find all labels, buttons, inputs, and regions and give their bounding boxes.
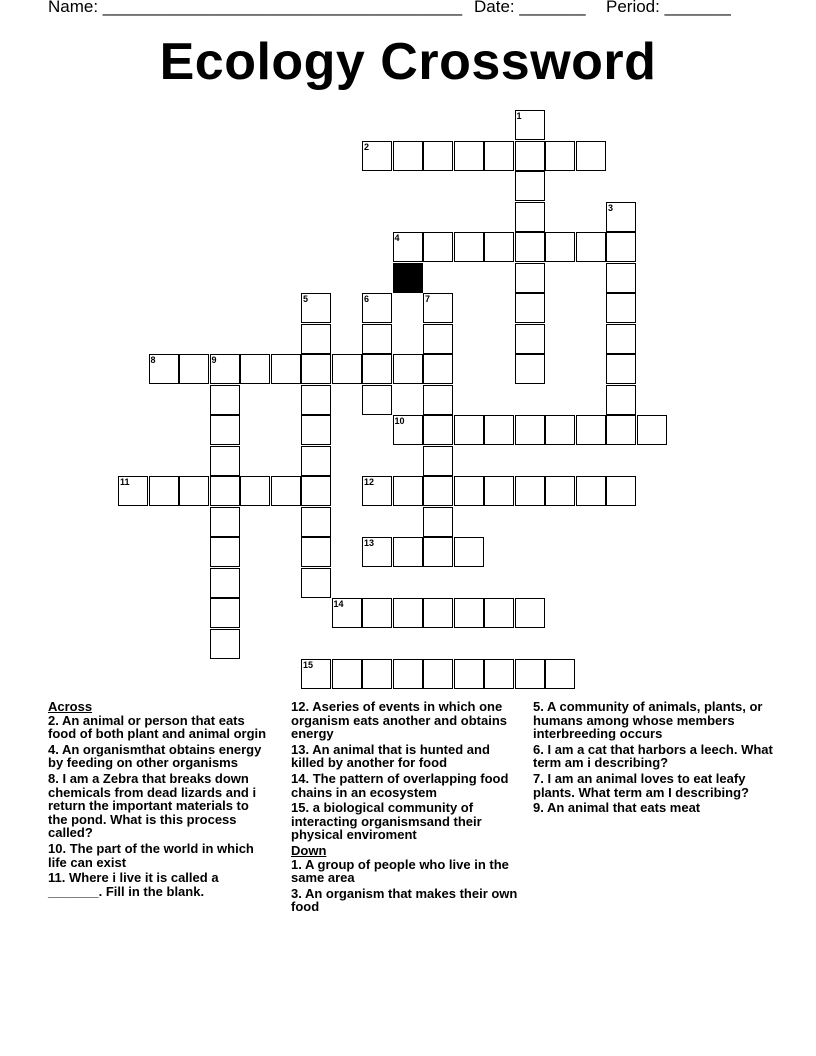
grid-cell[interactable] (515, 476, 545, 506)
grid-cell[interactable] (637, 415, 667, 445)
date-field[interactable]: Date: _______ (474, 0, 586, 16)
grid-cell[interactable] (393, 415, 423, 445)
grid-cell[interactable] (362, 659, 392, 689)
grid-cell[interactable] (484, 598, 514, 628)
grid-cell[interactable] (576, 415, 606, 445)
grid-cell[interactable] (423, 507, 453, 537)
grid-cell[interactable] (454, 415, 484, 445)
clue-number-label: 12. (291, 699, 310, 714)
clue-text: a biological community of interacting organismsand their physical enviroment (291, 800, 482, 843)
grid-cell[interactable] (423, 415, 453, 445)
clue-item (533, 801, 773, 815)
clue-item (48, 871, 268, 898)
clue-text: Aseries of events in which one organism eats another and obtains energy (291, 699, 507, 742)
grid-cell[interactable] (484, 659, 514, 689)
grid-cell[interactable] (210, 507, 240, 537)
grid-cell[interactable] (515, 232, 545, 262)
clue-number-label: 6. (533, 741, 544, 757)
grid-cell[interactable] (545, 476, 575, 506)
grid-cell[interactable] (210, 568, 240, 598)
clue-number: 2 (364, 141, 370, 152)
clue-text: Where i live it is called a _______. Fill in the blank. (48, 870, 219, 899)
grid-cell[interactable] (149, 476, 179, 506)
clue-number-label: 1. (291, 856, 302, 872)
grid-cell[interactable] (515, 141, 545, 171)
grid-cell[interactable] (576, 232, 606, 262)
clue-number-label: 7. (533, 770, 544, 786)
grid-cell[interactable] (515, 354, 545, 384)
clue-item (48, 842, 268, 869)
grid-cell[interactable] (423, 232, 453, 262)
grid-cell[interactable] (362, 598, 392, 628)
clue-number: 6 (364, 294, 370, 304)
clue-number-label: 5. (533, 699, 544, 714)
grid-cell[interactable] (240, 476, 270, 506)
clue-number-label: 9. (533, 800, 544, 816)
clue-number: 14 (333, 599, 344, 609)
clue-item (291, 858, 523, 885)
grid-cell[interactable] (179, 354, 209, 384)
clue-item (291, 801, 523, 842)
grid-cell[interactable] (515, 324, 545, 354)
black-cell (393, 263, 423, 293)
clue-item (48, 772, 268, 840)
grid-cell[interactable] (515, 202, 545, 232)
grid-cell[interactable] (362, 141, 392, 171)
grid-cell[interactable] (362, 324, 392, 354)
clue-number: 3 (608, 202, 614, 213)
clue-number-label: 13. (291, 741, 310, 757)
grid-cell[interactable] (423, 141, 453, 171)
clue-number: 11 (120, 477, 130, 487)
grid-cell[interactable] (606, 476, 636, 506)
clue-item (291, 700, 523, 741)
grid-cell[interactable] (515, 415, 545, 445)
clue-number: 7 (425, 294, 431, 304)
grid-cell[interactable] (545, 415, 575, 445)
across-heading: Across (48, 699, 93, 714)
grid-cell[interactable] (423, 324, 453, 354)
grid-cell[interactable] (301, 415, 331, 445)
grid-cell[interactable] (515, 659, 545, 689)
clue-text: An organism that makes their own food (291, 885, 518, 915)
grid-cell[interactable] (454, 537, 484, 567)
grid-cell[interactable] (179, 476, 209, 506)
clue-number-label: 14. (291, 770, 310, 786)
grid-cell[interactable] (362, 293, 392, 323)
clue-item (291, 743, 523, 770)
grid-cell[interactable] (301, 507, 331, 537)
grid-cell[interactable] (393, 141, 423, 171)
grid-cell[interactable] (423, 659, 453, 689)
clue-number-label: 10. (48, 840, 67, 856)
clues-column-3 (533, 700, 773, 817)
grid-cell[interactable] (515, 263, 545, 293)
grid-cell[interactable] (606, 324, 636, 354)
clue-item (533, 700, 773, 741)
grid-cell[interactable] (210, 598, 240, 628)
clue-number-label: 4. (48, 741, 59, 757)
grid-cell[interactable] (606, 415, 636, 445)
grid-cell[interactable] (362, 385, 392, 415)
clues-column-1 (48, 700, 268, 900)
grid-cell[interactable] (606, 232, 636, 262)
grid-cell[interactable] (423, 385, 453, 415)
grid-cell[interactable] (301, 324, 331, 354)
clue-text: I am a Zebra that breaks down chemicals from dead lizards and i return the important materials to the pond. What is this process called? (48, 770, 257, 841)
grid-cell[interactable] (515, 171, 545, 201)
grid-cell[interactable] (271, 354, 301, 384)
grid-cell[interactable] (332, 598, 362, 628)
period-field[interactable]: Period: _______ (606, 0, 731, 16)
clue-text: A community of animals, plants, or humans among whose members interbreeding occurs (533, 699, 763, 742)
grid-cell[interactable] (393, 659, 423, 689)
grid-cell[interactable] (301, 446, 331, 476)
clue-number: 5 (303, 294, 309, 304)
clue-number-label: 3. (291, 885, 302, 901)
grid-cell[interactable] (393, 232, 423, 262)
clue-text: An animal that is hunted and killed by another for food (291, 741, 490, 771)
grid-cell[interactable] (454, 232, 484, 262)
grid-cell[interactable] (393, 537, 423, 567)
clue-number: 4 (394, 233, 400, 243)
clues-column-2 (291, 700, 523, 916)
clue-number: 12 (364, 477, 375, 487)
grid-cell[interactable] (210, 476, 240, 506)
clue-item (291, 772, 523, 799)
grid-cell[interactable] (606, 293, 636, 323)
clue-item (291, 887, 523, 914)
grid-cell[interactable] (484, 141, 514, 171)
grid-cell[interactable] (393, 476, 423, 506)
grid-cell[interactable] (576, 141, 606, 171)
grid-cell[interactable] (454, 141, 484, 171)
grid-cell[interactable] (210, 537, 240, 567)
grid-cell[interactable] (301, 659, 331, 689)
clue-number: 13 (364, 538, 375, 548)
grid-cell[interactable] (362, 354, 392, 384)
grid-cell[interactable] (271, 476, 301, 506)
grid-cell[interactable] (301, 354, 331, 384)
grid-cell[interactable] (362, 537, 392, 567)
grid-cell[interactable] (332, 354, 362, 384)
grid-cell[interactable] (301, 385, 331, 415)
grid-cell[interactable] (301, 293, 331, 323)
grid-cell[interactable] (393, 598, 423, 628)
grid-cell[interactable] (393, 354, 423, 384)
grid-cell[interactable] (515, 293, 545, 323)
clue-number-label: 11. (48, 870, 66, 886)
clue-number-label: 8. (48, 770, 59, 786)
clue-number-label: 15. (291, 800, 310, 816)
grid-cell[interactable] (606, 263, 636, 293)
grid-cell[interactable] (606, 354, 636, 384)
page-title: Ecology Crossword (159, 33, 657, 91)
clue-item (48, 714, 268, 741)
down-heading: Down (291, 842, 327, 858)
grid-cell[interactable] (423, 293, 453, 323)
grid-cell[interactable] (545, 659, 575, 689)
clue-item (533, 772, 773, 799)
grid-cell[interactable] (454, 476, 484, 506)
clue-text: The part of the world in which life can exist (48, 840, 254, 870)
grid-cell[interactable] (484, 232, 514, 262)
grid-cell[interactable] (301, 568, 331, 598)
grid-cell[interactable] (484, 476, 514, 506)
grid-cell[interactable] (118, 476, 148, 506)
grid-cell[interactable] (454, 598, 484, 628)
clue-number-label: 2. (48, 712, 59, 728)
grid-cell[interactable] (210, 354, 240, 384)
grid-cell[interactable] (210, 415, 240, 445)
grid-cell[interactable] (301, 537, 331, 567)
grid-cell[interactable] (423, 537, 453, 567)
clue-text: I am a cat that harbors a leech. What term am i describing? (533, 741, 773, 771)
clue-text: The pattern of overlapping food chains in an ecosystem (291, 770, 509, 800)
clue-text: A group of people who live in the same area (291, 856, 509, 886)
grid-cell[interactable] (301, 476, 331, 506)
grid-cell[interactable] (362, 476, 392, 506)
grid-cell[interactable] (606, 385, 636, 415)
grid-cell[interactable] (423, 446, 453, 476)
clue-number: 8 (150, 355, 156, 365)
grid-cell[interactable] (423, 476, 453, 506)
clue-number: 9 (211, 355, 217, 365)
grid-cell[interactable] (515, 110, 545, 140)
grid-cell[interactable] (576, 476, 606, 506)
grid-cell[interactable] (454, 659, 484, 689)
grid-cell[interactable] (210, 629, 240, 659)
grid-cell[interactable] (545, 232, 575, 262)
name-field[interactable]: Name: ______________________________________ (48, 0, 463, 16)
clue-text: I am an animal loves to eat leafy plants. What term am I describing? (533, 770, 749, 800)
grid-cell[interactable] (423, 354, 453, 384)
clue-text: An organismthat obtains energy by feeding on other organisms (48, 741, 262, 771)
grid-cell[interactable] (240, 354, 270, 384)
clue-item (533, 743, 773, 770)
grid-cell[interactable] (606, 202, 636, 232)
grid-cell[interactable] (515, 598, 545, 628)
clue-number: 10 (394, 416, 405, 426)
clue-text: An animal that eats meat (546, 800, 701, 816)
clue-number: 15 (303, 660, 314, 670)
clue-item (48, 743, 268, 770)
clue-text: An animal or person that eats food of both plant and animal orgin (48, 712, 267, 742)
grid-cell[interactable] (423, 598, 453, 628)
grid-cell[interactable] (149, 354, 179, 384)
grid-cell[interactable] (210, 446, 240, 476)
clue-number: 1 (516, 111, 522, 121)
grid-cell[interactable] (484, 415, 514, 445)
grid-cell[interactable] (545, 141, 575, 171)
grid-cell[interactable] (210, 385, 240, 415)
grid-cell[interactable] (332, 659, 362, 689)
